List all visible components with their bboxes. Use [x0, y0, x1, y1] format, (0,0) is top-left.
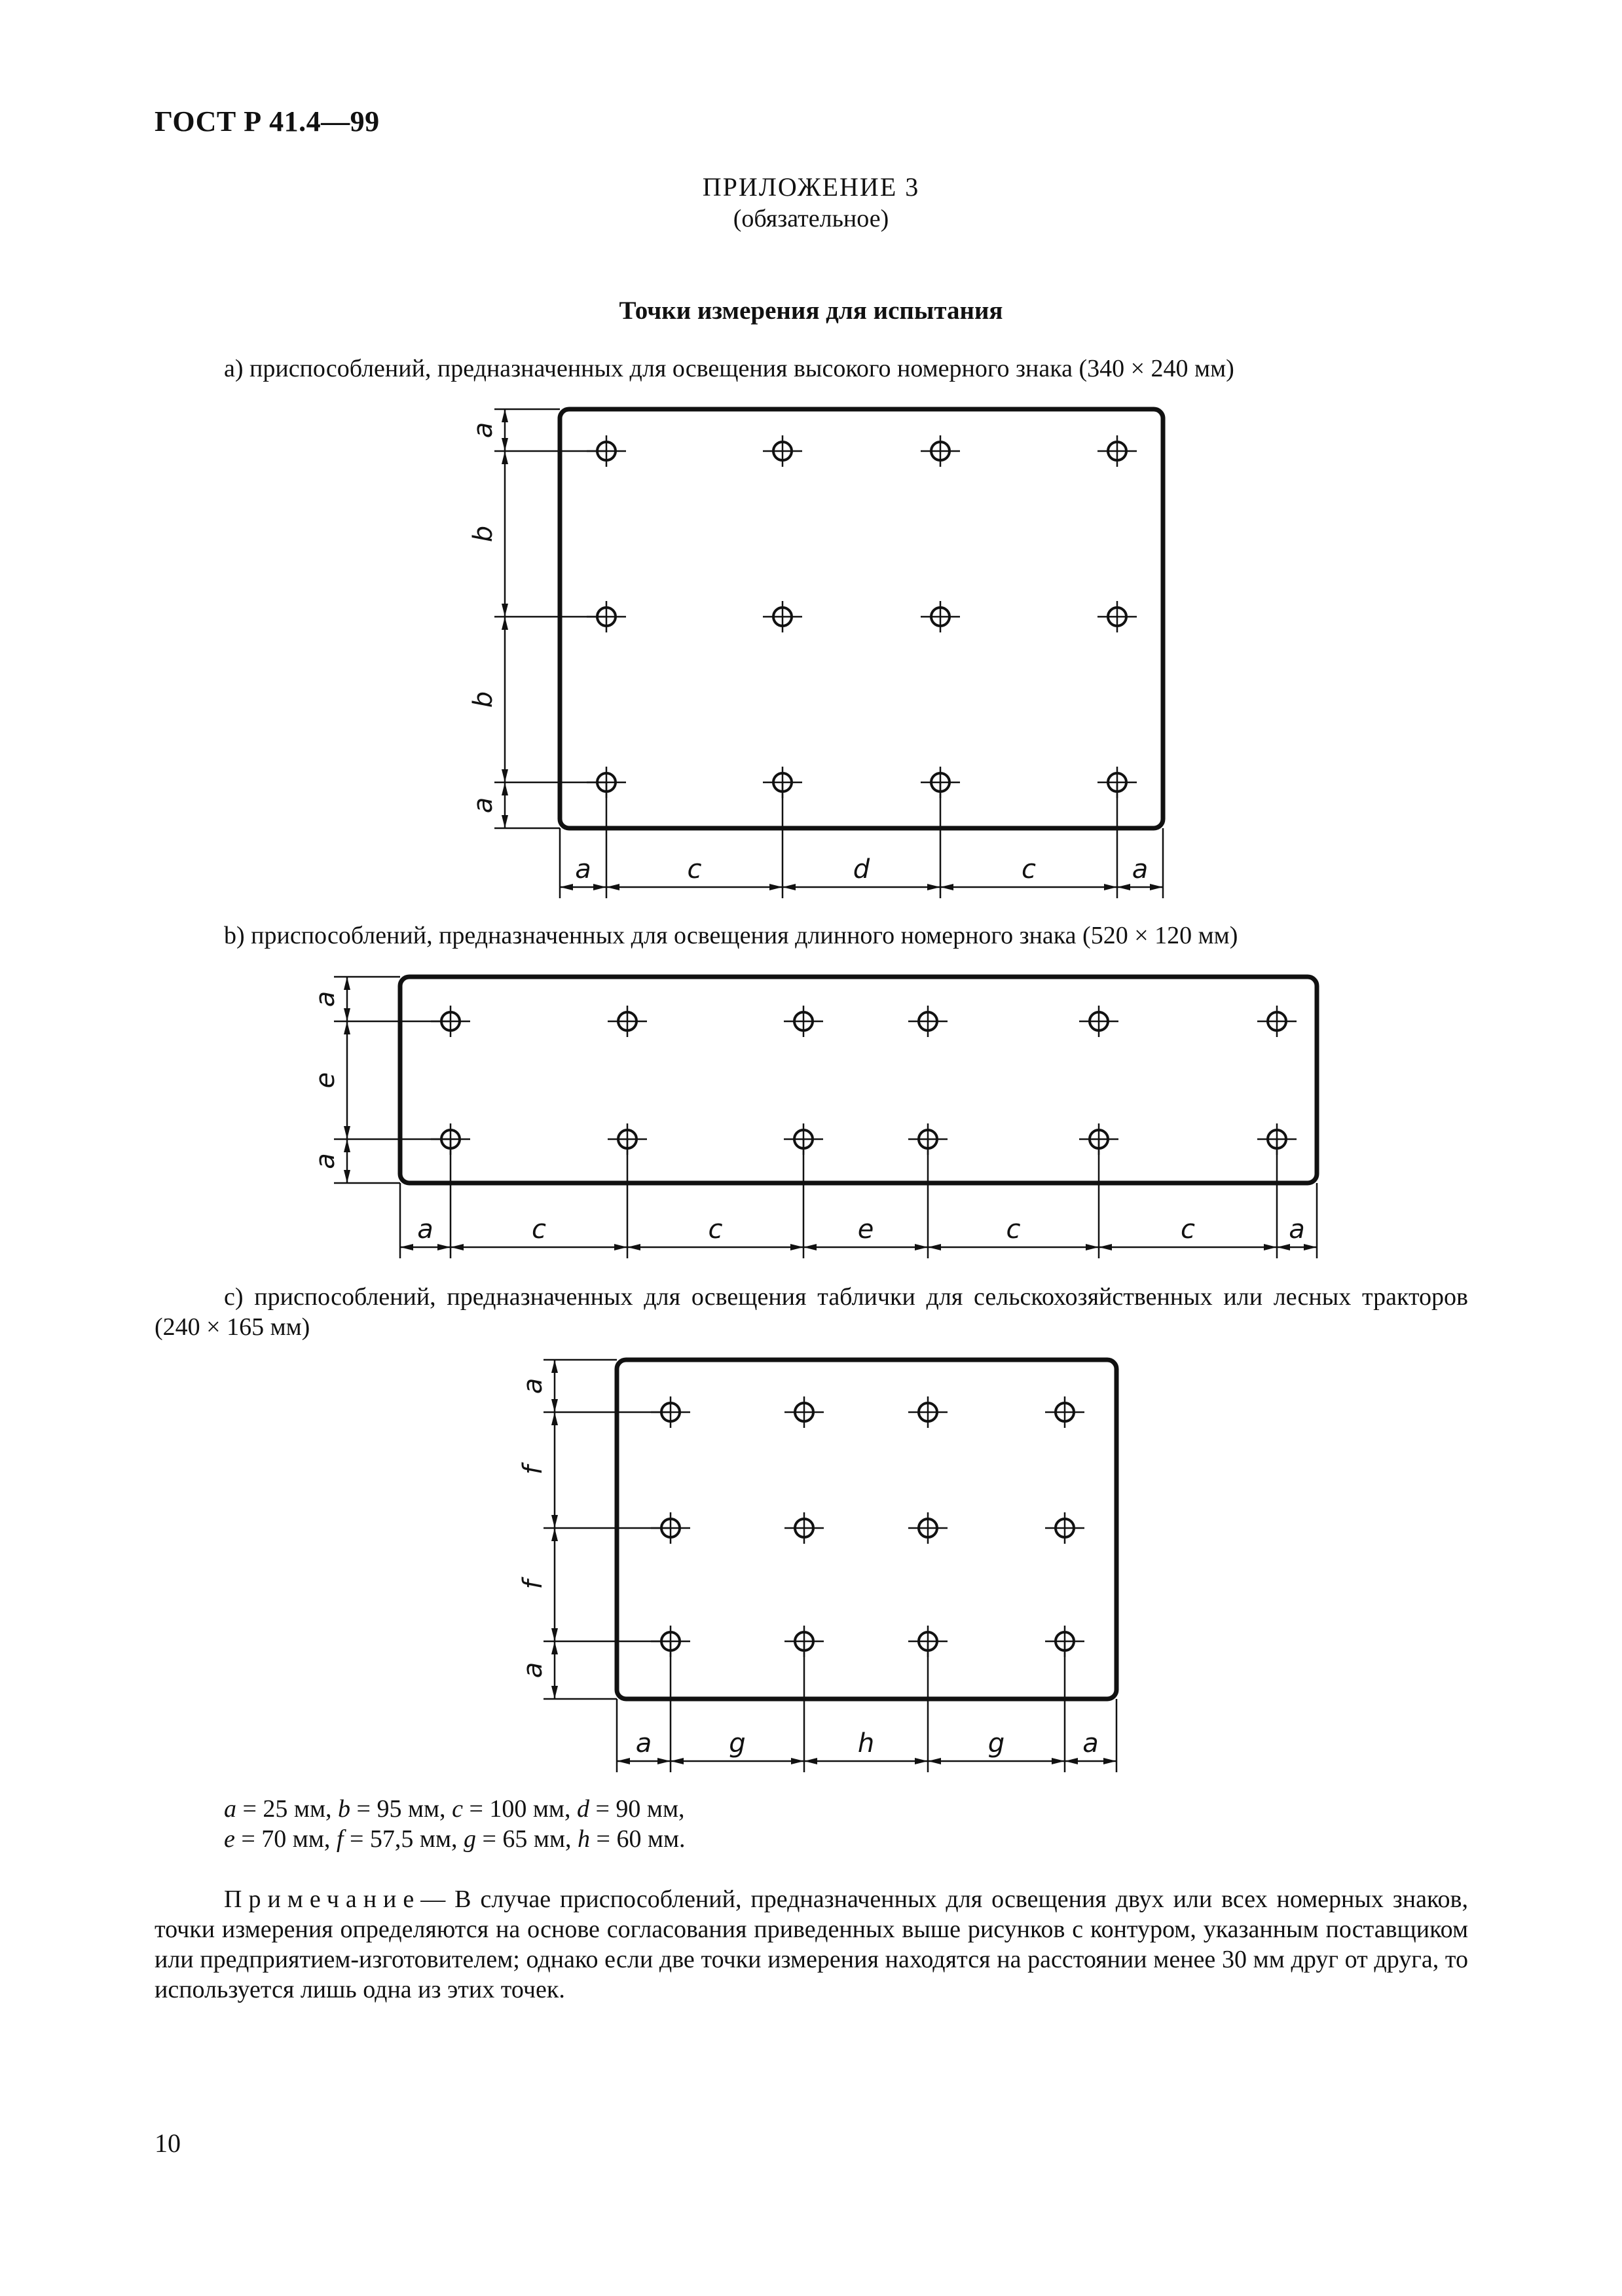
legend-symbol: g — [464, 1825, 476, 1853]
measurement-point — [1079, 1006, 1118, 1037]
note-paragraph — [155, 1884, 1468, 2005]
measurement-point — [784, 1512, 824, 1544]
dimension-label: b — [468, 691, 498, 708]
note-label: Примечание — [224, 1886, 421, 1913]
measurement-point — [908, 1512, 948, 1544]
measurement-point — [1257, 1006, 1297, 1037]
legend-value: = 90 мм, — [589, 1795, 685, 1823]
figure-a-caption: a) приспособлений, предназначенных для освещения высокого номерного знака (340 × 240 мм) — [224, 355, 1234, 382]
dimension-label: g — [729, 1728, 746, 1758]
note-text: — В случае приспособлений, предназначенных для освещения двух или всех номерных знаков, точки измерения определяются на основе согласования приведенных выше рисунков с контуром, указанным поставщиком или предприятием-изготовителем; однако если две точки измерения находятся на расстоянии менее 30 мм друг от друга, то используется лишь одна из этих точек. — [155, 1886, 1468, 2003]
dimension-label: c — [1181, 1214, 1195, 1245]
figure-a-diagram — [468, 409, 1163, 898]
legend-line-2 — [224, 1824, 686, 1854]
dimension-label: c — [532, 1214, 546, 1245]
legend-symbol: b — [338, 1795, 351, 1823]
dimension-label: e — [310, 1072, 341, 1089]
measurement-point — [1097, 435, 1137, 467]
legend-symbol: c — [452, 1795, 463, 1823]
dimension-label: a — [310, 991, 341, 1008]
dimension-label: a — [1289, 1214, 1305, 1245]
legend-symbol: d — [576, 1795, 589, 1823]
legend-symbol: f — [336, 1825, 344, 1853]
dimension-label: h — [857, 1728, 875, 1758]
legend-value: = 95 мм, — [350, 1795, 452, 1823]
figure-c-diagram — [518, 1360, 1116, 1772]
dimension-label: a — [635, 1728, 652, 1758]
legend-value: = 70 мм, — [234, 1825, 337, 1853]
figure-c-caption: c) приспособлений, предназначенных для освещения таблички для сельскохозяйственных или лесных тракторов (240 × 165 мм) — [155, 1283, 1468, 1341]
legend-value: = 60 мм. — [590, 1825, 686, 1853]
appendix-title: ПРИЛОЖЕНИЕ 3 — [702, 172, 920, 202]
dimension-legend — [224, 1794, 686, 1854]
legend-value: = 65 мм, — [476, 1825, 578, 1853]
dimension-label: a — [468, 422, 498, 439]
dimension-label: b — [468, 525, 498, 543]
measurement-point — [908, 1006, 948, 1037]
figure-b-diagram — [310, 977, 1317, 1258]
measurement-point — [921, 601, 960, 632]
measurement-point — [1045, 1512, 1084, 1544]
dimension-label: c — [1022, 854, 1036, 884]
measurement-point — [1097, 601, 1137, 632]
dimension-label: a — [468, 797, 498, 814]
section-title: Точки измерения для испытания — [619, 297, 1003, 325]
measurement-point — [784, 1396, 824, 1428]
measurement-point — [921, 435, 960, 467]
dimension-label: c — [708, 1214, 723, 1245]
legend-line-1 — [224, 1794, 686, 1824]
page-number: 10 — [155, 2128, 181, 2158]
dimension-label: f — [518, 1465, 548, 1475]
legend-value: = 57,5 мм, — [343, 1825, 464, 1853]
dimension-label: a — [310, 1153, 341, 1169]
legend-value: = 25 мм, — [236, 1795, 339, 1823]
dimension-label: c — [1006, 1214, 1021, 1245]
dimension-label: f — [518, 1580, 548, 1590]
dimension-label: a — [518, 1662, 548, 1679]
dimension-label: a — [1082, 1728, 1099, 1758]
dimension-label: a — [417, 1214, 433, 1245]
dimension-label: c — [687, 854, 702, 884]
measurement-point — [1045, 1396, 1084, 1428]
figure-b-caption: b) приспособлений, предназначенных для освещения длинного номерного знака (520 × 120 мм) — [224, 922, 1238, 949]
measurement-point — [763, 435, 802, 467]
measurement-point — [608, 1006, 647, 1037]
dimension-label: e — [857, 1214, 874, 1245]
document-code: ГОСТ Р 41.4—99 — [155, 105, 380, 137]
dimension-label: a — [575, 854, 591, 884]
legend-symbol: a — [224, 1795, 236, 1823]
plate-outline — [617, 1360, 1116, 1699]
dimension-label: a — [1132, 854, 1149, 884]
appendix-status: (обязательное) — [733, 205, 889, 232]
measurement-point — [908, 1396, 948, 1428]
legend-symbol: h — [578, 1825, 591, 1853]
legend-symbol: e — [224, 1825, 235, 1853]
measurement-point — [784, 1006, 823, 1037]
plate-outline — [400, 977, 1317, 1183]
dimension-label: g — [987, 1728, 1005, 1758]
plate-outline — [560, 409, 1163, 828]
legend-value: = 100 мм, — [462, 1795, 577, 1823]
dimension-label: a — [518, 1377, 548, 1394]
dimension-label: d — [853, 854, 870, 884]
measurement-point — [763, 601, 802, 632]
